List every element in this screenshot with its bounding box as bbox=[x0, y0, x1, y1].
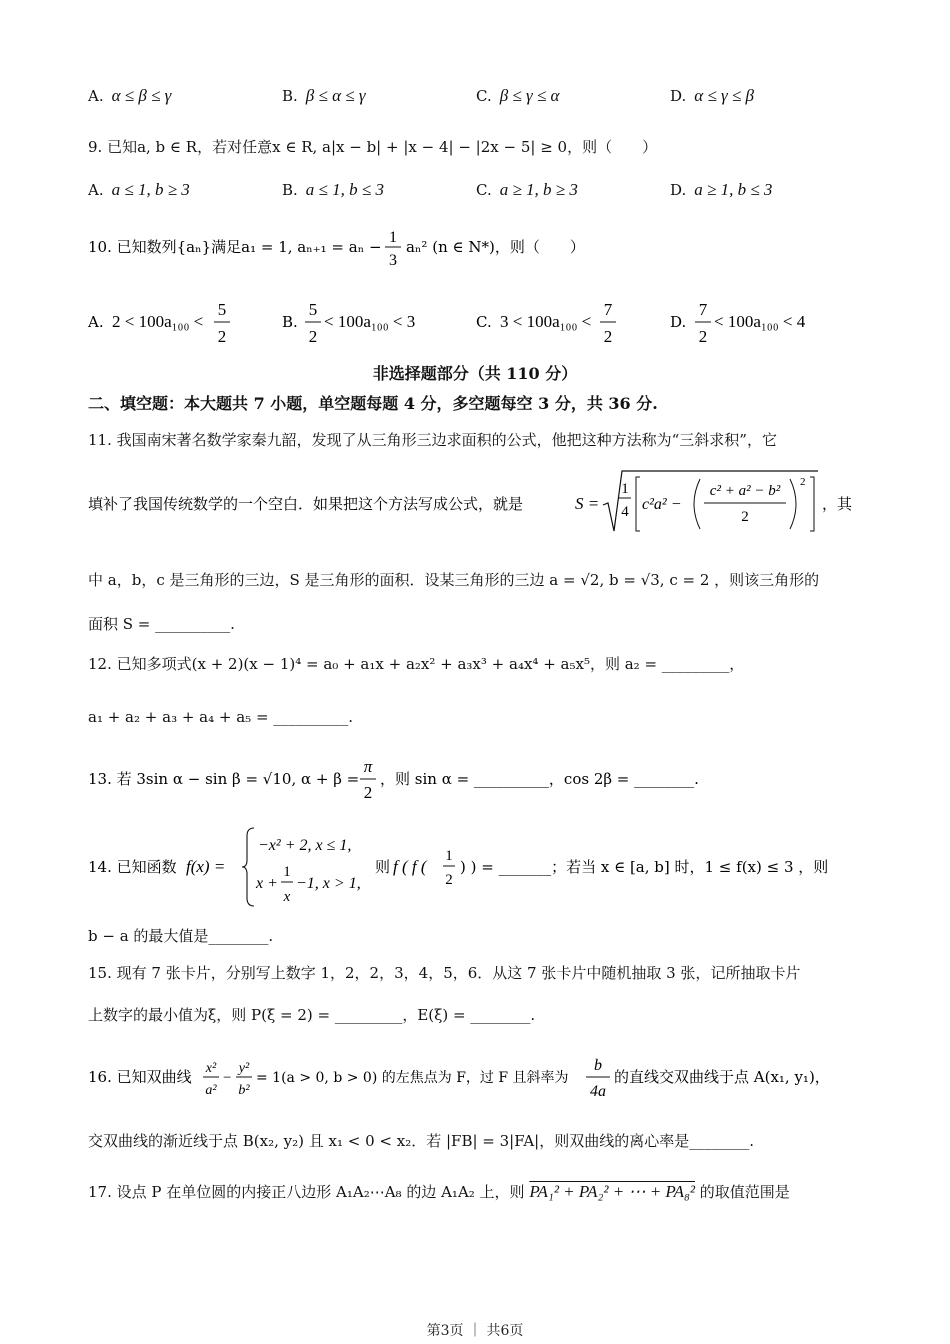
q9-option-a[interactable]: A. a ≤ 1, b ≥ 3 bbox=[88, 180, 190, 199]
q10-d-num: 7 bbox=[698, 300, 708, 319]
q17-post: 的取值范围是 bbox=[699, 1183, 790, 1201]
q13-pre: 13. 若 3sin α − sin β = √10, α + β = bbox=[88, 770, 360, 788]
q17-line bbox=[88, 1181, 880, 1203]
q10-a-num: 5 bbox=[217, 300, 227, 319]
q14-ff-post: ) ) = _______；若当 x ∈ [a, b] 时，1 ≤ f(x) ≤ 3 ，则 bbox=[460, 858, 829, 876]
q11-inner-num: c² + a² − b² bbox=[709, 483, 781, 499]
q10-option-b[interactable] bbox=[282, 300, 415, 346]
q15-line1: 15. 现有 7 张卡片，分别写上数字 1，2，2，3，4，5，6．从这 7 张卡片中随机抽取 3 张，记所抽取卡片 bbox=[88, 964, 801, 982]
q16-pre: 16. 已知双曲线 bbox=[88, 1068, 192, 1086]
q11-c2a2: c²a² − bbox=[642, 496, 682, 513]
q10-c-left: 3 < 100a₁₀₀ < bbox=[500, 312, 592, 331]
q12-line2: a₁ + a₂ + a₃ + a₄ + a₅ = __________. bbox=[88, 708, 354, 726]
q10-d-right: < 100a₁₀₀ < 4 bbox=[714, 312, 806, 331]
q10-c-num: 7 bbox=[603, 300, 613, 319]
q15-line2: 上数字的最小值为ξ，则 P(ξ = 2) = _________，E(ξ) = ________. bbox=[88, 1006, 536, 1024]
q10-c-den: 2 bbox=[603, 327, 613, 346]
q9-stem: 9. 已知a, b ∈ R，若对任意x ∈ R, a|x − b| + |x − 4| − |2x − 5| ≥ 0，则（ ） bbox=[88, 138, 658, 156]
q8-option-c[interactable]: C. β ≤ γ ≤ α bbox=[476, 86, 560, 105]
q14-half-den: 2 bbox=[445, 872, 453, 888]
q10-option-c[interactable] bbox=[476, 300, 616, 346]
q14-case2-num: 1 bbox=[283, 864, 291, 880]
q14-case2-den: x bbox=[283, 889, 291, 905]
q17-expr: PA₁² + PA₂² + ⋯ + PA₈² bbox=[529, 1182, 696, 1201]
q11-formula-line bbox=[0, 465, 950, 545]
q10-option-d[interactable] bbox=[670, 300, 806, 346]
q16-x-num: x² bbox=[205, 1061, 217, 1076]
q10-b-den: 2 bbox=[308, 327, 318, 346]
q11-line1: 11. 我国南宋著名数学家秦九韶，发现了从三角形三边求面积的公式，他把这种方法称为“三斜求积”，它 bbox=[88, 431, 777, 449]
q8-options bbox=[88, 86, 888, 116]
q10-b-label: B. bbox=[282, 313, 298, 331]
q10-a-den: 2 bbox=[217, 327, 227, 346]
q10-frac-den: 3 bbox=[389, 252, 397, 269]
q9-options bbox=[88, 180, 888, 210]
q10-d-label: D. bbox=[670, 313, 687, 331]
q14-pre: 14. 已知函数 bbox=[88, 858, 177, 876]
q16-x-den: a² bbox=[205, 1083, 217, 1098]
q10-stem-post: aₙ² (n ∈ N*)，则（ ） bbox=[406, 238, 585, 256]
q11-formula-s: S = bbox=[575, 494, 600, 513]
q17-pre: 17. 设点 P 在单位圆的内接正八边形 A₁A₂⋯A₈ 的边 A₁A₂ 上，则 bbox=[88, 1183, 525, 1201]
q14-ff-pre: f ( f ( bbox=[393, 857, 427, 876]
q11-line2-post: ，其 bbox=[822, 495, 853, 513]
q13-line bbox=[0, 752, 950, 808]
q11-line4: 面积 S = __________. bbox=[88, 615, 235, 633]
q10-b-right: < 100a₁₀₀ < 3 bbox=[324, 312, 416, 331]
q8-option-d[interactable]: D. α ≤ γ ≤ β bbox=[670, 86, 755, 105]
q13-frac-num: π bbox=[363, 757, 373, 776]
q11-square: 2 bbox=[800, 476, 806, 488]
q10-stem-pre: 10. 已知数列{aₙ}满足a₁ = 1, aₙ₊₁ = aₙ − bbox=[88, 238, 382, 256]
q11-line2-pre: 填补了我国传统数学的一个空白．如果把这个方法写成公式，就是 bbox=[88, 495, 524, 513]
q13-frac-den: 2 bbox=[363, 783, 373, 802]
q11-left-bracket bbox=[636, 477, 640, 531]
q16-y-den: b² bbox=[238, 1083, 250, 1098]
q10-stem bbox=[0, 220, 950, 280]
q14-line2: b − a 的最大值是________. bbox=[88, 927, 274, 945]
q16-minus: − bbox=[223, 1070, 232, 1086]
q11-right-paren bbox=[790, 479, 796, 529]
q14-case2-post: −1, x > 1, bbox=[296, 875, 361, 892]
q16-line2: 交双曲线的渐近线于点 B(x₂, y₂) 且 x₁ < 0 < x₂．若 |FB| = 3|FA|，则双曲线的离心率是________. bbox=[88, 1132, 754, 1150]
q8-option-b[interactable]: B. β ≤ α ≤ γ bbox=[282, 86, 366, 105]
q10-d-den: 2 bbox=[698, 327, 708, 346]
q11-inner-den: 2 bbox=[741, 509, 749, 525]
q16-k-den: 4a bbox=[590, 1083, 606, 1100]
q16-y-num: y² bbox=[238, 1061, 250, 1076]
q10-c-label: C. bbox=[476, 313, 492, 331]
q8-option-a[interactable]: A. α ≤ β ≤ γ bbox=[88, 86, 172, 105]
q14-case2-pre: x + bbox=[256, 875, 278, 892]
q11-four: 4 bbox=[621, 504, 629, 520]
q14-brace bbox=[242, 828, 254, 906]
q16-line bbox=[0, 1048, 950, 1110]
q9-option-c[interactable]: C. a ≥ 1, b ≥ 3 bbox=[476, 180, 578, 199]
q13-post: ，则 sin α = __________，cos 2β = ________. bbox=[380, 770, 699, 788]
q12-line1: 12. 已知多项式(x + 2)(x − 1)⁴ = a₀ + a₁x + a₂x² + a₃x³ + a₄x⁴ + a₅x⁵，则 a₂ = _________， bbox=[88, 655, 745, 673]
q10-option-a[interactable] bbox=[87, 300, 230, 346]
q10-frac-num: 1 bbox=[389, 229, 397, 246]
q16-k-num: b bbox=[594, 1057, 602, 1074]
page-footer: 第3页 ｜ 共6页 bbox=[426, 1323, 524, 1339]
q11-left-paren bbox=[694, 479, 700, 529]
q14-case1: −x² + 2, x ≤ 1, bbox=[258, 837, 352, 854]
q11-right-bracket bbox=[810, 477, 814, 531]
q16-mid2: 的直线交双曲线于点 A(x₁, y₁)， bbox=[614, 1068, 830, 1086]
q11-one: 1 bbox=[621, 481, 629, 497]
q9-option-d[interactable]: D. a ≥ 1, b ≤ 3 bbox=[670, 180, 773, 199]
q14-mid: 则 bbox=[375, 858, 391, 876]
q14-half-num: 1 bbox=[445, 848, 453, 864]
q14-fx: f(x) = bbox=[186, 857, 226, 876]
section-title: 非选择题部分（共 110 分） bbox=[372, 364, 578, 383]
q10-a-label: A. bbox=[88, 313, 104, 331]
q16-mid1: = 1(a > 0, b > 0) 的左焦点为 F，过 F 且斜率为 bbox=[256, 1070, 569, 1086]
q14-line bbox=[0, 822, 950, 912]
q11-line3: 中 a，b，c 是三角形的三边，S 是三角形的面积．设某三角形的三边 a = √2, b = √3, c = 2 ，则该三角形的 bbox=[88, 571, 820, 589]
q10-options bbox=[0, 295, 950, 350]
section2-heading: 二、填空题：本大题共 7 小题，单空题每题 4 分，多空题每空 3 分，共 36 分. bbox=[88, 394, 658, 413]
q10-b-num: 5 bbox=[308, 300, 318, 319]
q11-sqrt-sign bbox=[603, 471, 818, 531]
q9-option-b[interactable]: B. a ≤ 1, b ≤ 3 bbox=[282, 180, 384, 199]
q10-a-left: 2 < 100a₁₀₀ < bbox=[112, 312, 204, 331]
